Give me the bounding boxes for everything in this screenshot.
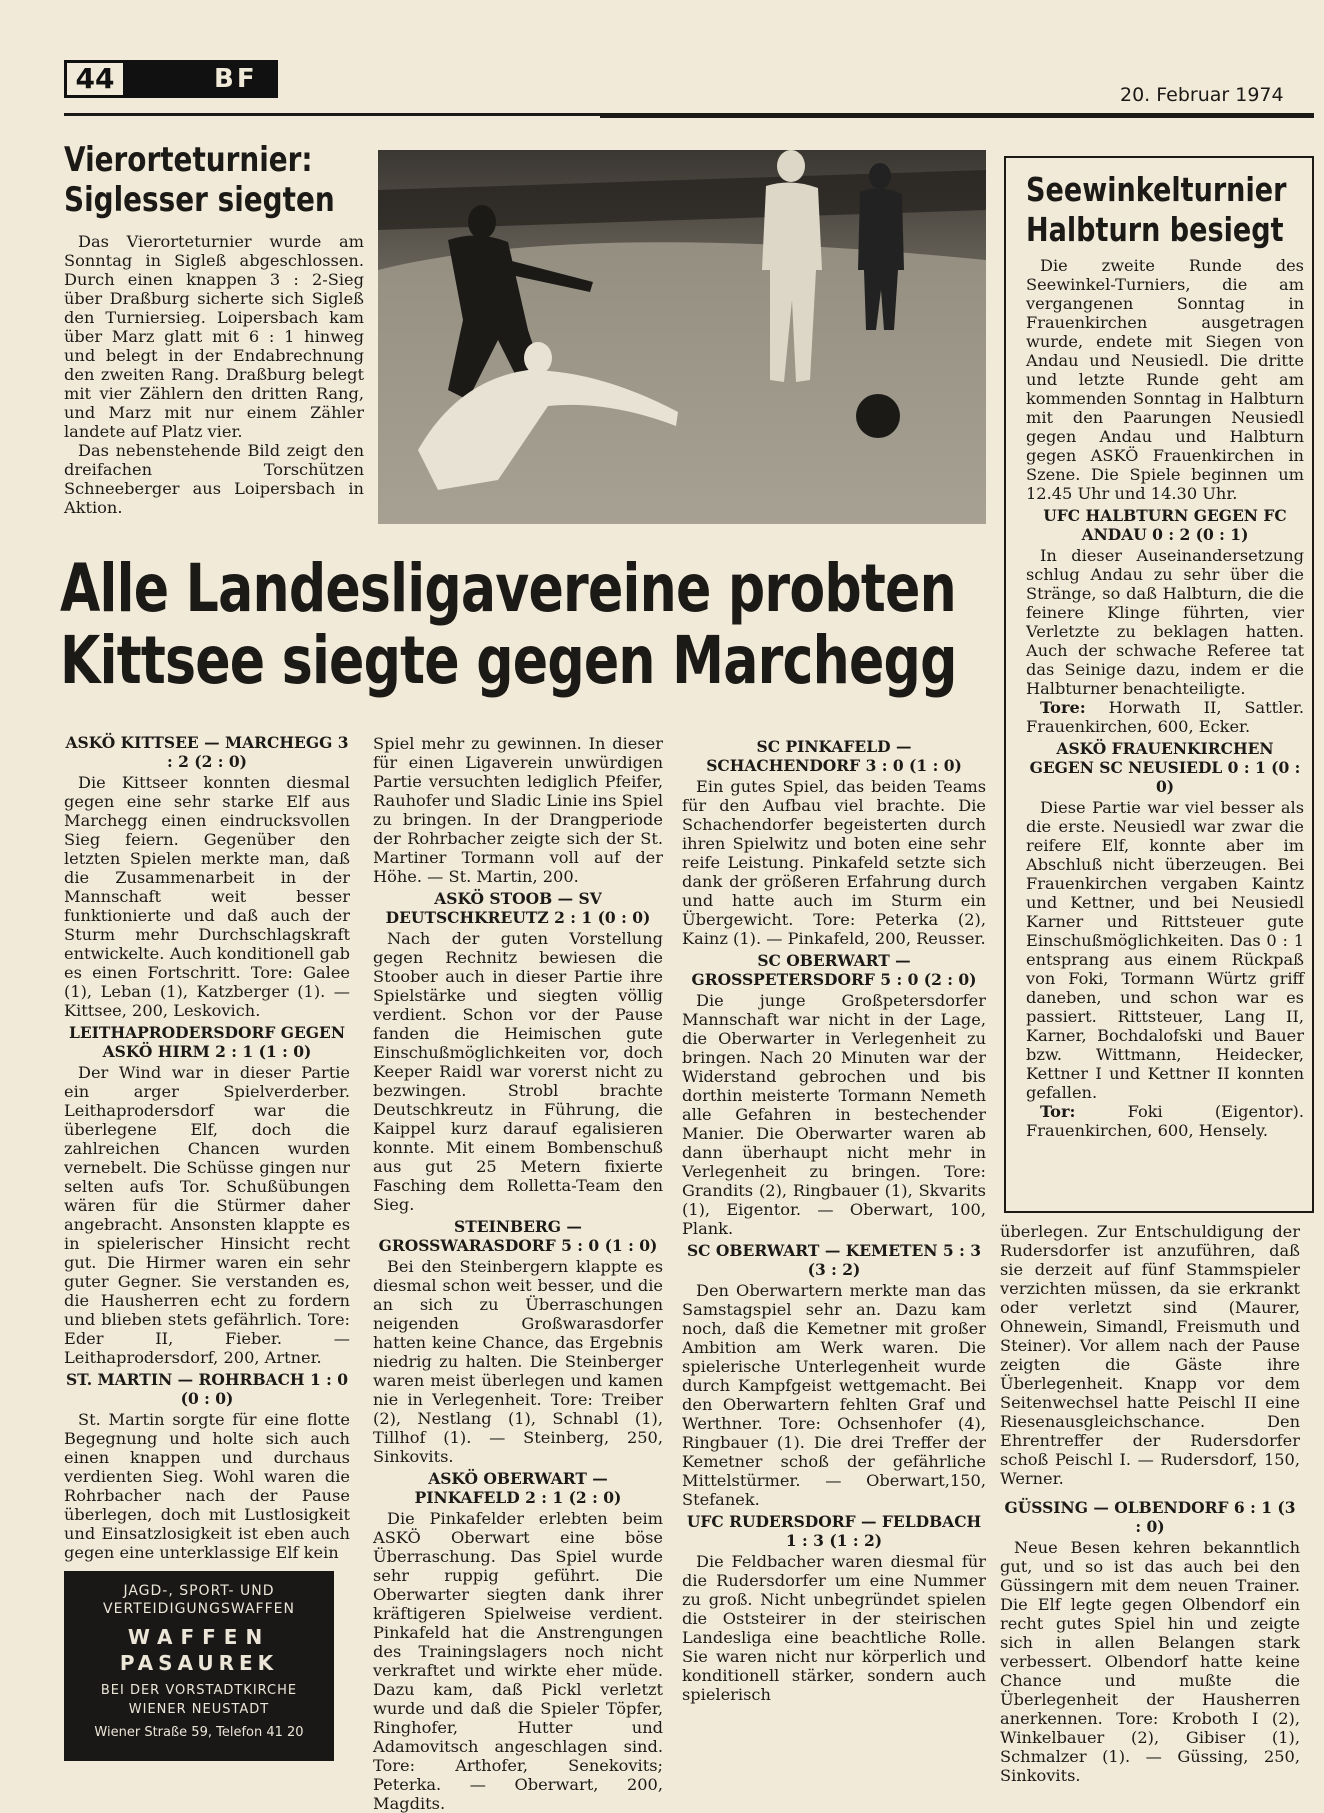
match-title: STEINBERG — GROSSWARASDORF 5 : 0 (1 : 0) <box>378 1217 658 1255</box>
match-report: Der Wind war in dieser Partie ein arger Spielverderber. Leithaprodersdorf war die überlegene Elf, doch die zahlreichen Chancen wurden vernebelt. Die Schüsse gingen nur selten aufs Tor. Schußübungen wären für die Stürmer daher angebracht. Ansonsten klappte es in spielerischer Hinsicht recht gut. Die Hirmer waren ein sehr guter Gegner. Sie verstanden es, die Hausherren echt zu fordern und blieben stets gefährlich. Tore: Eder II, Fieber. — Leithaprodersdorf, 200, Artner. <box>64 1063 350 1367</box>
waffen-pasaurek-ad <box>64 1571 334 1761</box>
match-title: LEITHAPRODERSDORF GEGEN ASKÖ HIRM 2 : 1 (1 : 0) <box>68 1023 346 1061</box>
match-report: Ein gutes Spiel, das beiden Teams für den Aufbau viel brachte. Die Schachendorfer begeisterten durch ihren Spielwitz und boten eine sehr reife Leistung. Pinkafeld setzte sich dank der größeren Erfahrung durch und hatte auch im Sturm ein Übergewicht. Tore: Peterka (2), Kainz (1). — Pinkafeld, 200, Reusser. <box>682 777 986 948</box>
main-headline <box>60 550 1195 699</box>
match-scorers: Foki (Eigentor). Frauenkirchen, 600, Hensely. <box>1026 1102 1304 1140</box>
match-report: Die Pinkafelder erlebten beim ASKÖ Oberwart eine böse Überraschung. Das Spiel wurde sehr ruppig geführt. Die Oberwarter siegten dank ihrer kräftigeren Spielweise verdient. Pinkafeld hat die Anstrengungen des Trainingslagers noch nicht verkraftet und wirkte eher müde. Dazu kam, daß Pickl verletzt wurde und daß die Spieler Töpfer, Ringhofer, Hutter und Adamovitsch angeschlagen sind. Tore: Arthofer, Senekovits; Peterka. — Oberwart, 200, Magdits. <box>373 1509 663 1813</box>
ad-address: Wiener Straße 59, Telefon 41 20 <box>94 1725 304 1740</box>
ad-line: WIENER NEUSTADT <box>128 1702 270 1717</box>
match-report: Nach der guten Vorstellung gegen Rechnitz bewiesen die Stoober auch in dieser Partie ihre Spielstärke und siegten völlig verdient. Schon vor der Pause fanden die Heimischen gute Einschußmöglichkeiten vor, doch Keeper Raidl war vorerst nicht zu bezwingen. Strobl brachte Deutschkreutz in Führung, die Kaippel kurz darauf egalisieren konnte. Mit einem Bombenschuß aus gut 25 Metern fixierte Fasching dem Rolletta-Team den Sieg. <box>373 929 663 1214</box>
match-title: ASKÖ STOOB — SV DEUTSCHKREUTZ 2 : 1 (0 : 0) <box>385 889 651 927</box>
photo-illustration <box>378 150 986 524</box>
page-number: 44 <box>64 60 126 98</box>
main-headline-line-1: Alle Landesligavereine probten <box>60 550 956 627</box>
continued-text: Spiel mehr zu gewinnen. In dieser für einen Ligaverein unwürdigen Partie versuchten lediglich Pfeifer, Rauhofer und Sladic Linie ins Spiel zu bringen. In der Drangperiode der Rohrbacher zeigte sich der St. Martiner Tormann voll auf der Höhe. — St. Martin, 200. <box>373 734 663 886</box>
match-title: ASKÖ FRAUENKIRCHEN GEGEN SC NEUSIEDL 0 : 1 (0 : 0) <box>1029 739 1301 796</box>
issue-date: 20. Februar 1974 <box>1120 84 1284 106</box>
match-title: ST. MARTIN — ROHRBACH 1 : 0 (0 : 0) <box>65 1370 349 1408</box>
ad-brand-line: PASAUREK <box>119 1651 279 1675</box>
page-header-badge <box>64 60 278 98</box>
match-report: Neue Besen kehren bekanntlich gut, und so ist das auch bei den Güssingern mit dem neuen Trainer. Die Elf legte gegen Olbendorf ein recht gutes Spiel hin und zeigte sich in allen Belangen stark verbessert. Olbendorf hatte keine Chance und mußte die Überlegenheit der Hausherren anerkennen. Tore: Kroboth I (2), Winkelbauer (2), Gibiser (1), Schmalzer (1). — Güssing, 250, Sinkovits. <box>1000 1538 1300 1785</box>
match-title: SC OBERWART — GROSSPETERSDORF 5 : 0 (2 : 0) <box>691 951 977 989</box>
continued-text: überlegen. Zur Entschuldigung der Rudersdorfer ist anzuführen, daß sie derzeit auf fünf Stammspieler verzichten müssen, da sie erkrankt oder verletzt sind (Maurer, Ohnewein, Simandl, Freismuth und Steiner). Vor allem nach der Pause zeigten die Gäste ihre Überlegenheit. Knapp vor dem Seitenwechsel hatte Peischl II eine Riesenausgleichschance. Den Ehrentreffer der Rudersdorfer schoß Peischl I. — Rudersdorf, 150, Werner. <box>1000 1222 1300 1488</box>
column-3 <box>682 734 986 1704</box>
section-label: BF <box>214 64 258 94</box>
header-rule-2 <box>600 116 1314 118</box>
match-report: Die junge Großpetersdorfer Mannschaft war nicht in der Lage, die Oberwarter in Verlegenheit zu bringen. Nach 20 Minuten war der Widerstand gebrochen und bis dorthin meisterte Tormann Nemeth alle Gefahren in bestechender Manier. Die Oberwarter waren ab dann überhaupt nicht mehr in Verlegenheit zu bringen. Tore: Grandits (2), Ringbauer (1), Skvarits (1), Eigentor. — Oberwart, 100, Plank. <box>682 991 986 1238</box>
left-story-headline-1: Vierorteturnier: <box>64 140 313 180</box>
left-story <box>64 140 364 517</box>
match-scorers: Horwath II, Sattler. Frauenkirchen, 600, Ecker. <box>1026 698 1304 736</box>
match-report: In dieser Auseinandersetzung schlug Andau zu sehr über die Stränge, so daß Halbturn, die die feinere Klinge führten, vier Verletzte zu beklagen hatten. Auch der schwache Referee tat das Seinige dazu, indem er die Halbturner benachteiligte. <box>1026 546 1304 698</box>
left-story-paragraph: Das Vierorteturnier wurde am Sonntag in Sigleß abgeschlossen. Durch einen knappen 3 : 2-Sieg über Draßburg sicherte sich Sigleß den Turniersieg. Loipersbach kam über Marz glatt mit 6 : 1 hinweg und belegt in der Endabrechnung den zweiten Rang. Draßburg belegt mit vier Zählern den dritten Rang, und Marz mit nur einem Zähler landete auf Platz vier. <box>64 232 364 441</box>
ad-line: VERTEIDIGUNGSWAFFEN <box>103 1601 295 1617</box>
left-story-headline-2: Siglesser siegten <box>64 180 335 220</box>
match-title: UFC HALBTURN GEGEN FC ANDAU 0 : 2 (0 : 1) <box>1043 506 1287 544</box>
left-story-body <box>64 232 364 517</box>
football-action-photo <box>378 150 986 524</box>
ad-brand-line: WAFFEN <box>127 1625 271 1649</box>
ad-line: JAGD-, SPORT- UND <box>123 1583 275 1599</box>
match-title: ASKÖ OBERWART — PINKAFELD 2 : 1 (2 : 0) <box>414 1469 622 1507</box>
seewinkel-body <box>1026 256 1304 1140</box>
match-title: GÜSSING — OLBENDORF 6 : 1 (3 : 0) <box>1004 1498 1296 1536</box>
match-report: Bei den Steinbergern klappte es diesmal schon weit besser, und die an sich zu Überraschungen neigenden Großwarasdorfer hatten keine Chance, das Ergebnis niedrig zu halten. Die Steinberger waren meist überlegen und kamen nie in Verlegenheit. Tore: Treiber (2), Nestlang (1), Schnabl (1), Tillhof (1). — Steinberg, 250, Sinkovits. <box>373 1257 663 1466</box>
match-report: Den Oberwartern merkte man das Samstagspiel sehr an. Dazu kam noch, daß die Kemetner mit großer Ambition am Werk waren. Die spielerische Unterlegenheit wurde durch Kampfgeist wettgemacht. Bei den Oberwartern fehlten Graf und Werthner. Tore: Ochsenhofer (4), Ringbauer (1). Die drei Treffer der Kemetner schoß der gefährliche Mittelstürmer. — Oberwart,150, Stefanek. <box>682 1281 986 1509</box>
tore-label: Tor: <box>1040 1102 1076 1121</box>
match-title: ASKÖ KITTSEE — MARCHEGG 3 : 2 (2 : 0) <box>65 733 349 771</box>
tore-label: Tore: <box>1040 698 1086 717</box>
seewinkel-headline-1: Seewinkelturnier <box>1026 170 1287 209</box>
seewinkel-intro: Die zweite Runde des Seewinkel-Turniers, die am vergangenen Sonntag in Frauenkirchen ausgetragen wurde, endete mit Siegen von Andau und Neusiedl. Die dritte und letzte Runde geht am kommenden Sonntag in Halbturn mit den Paarungen Neusiedl gegen Andau und Halbturn gegen ASKÖ Frauenkirchen in Szene. Die Spiele beginnen um 12.45 Uhr und 14.30 Uhr. <box>1026 256 1304 503</box>
match-report: Die Feldbacher waren diesmal für die Rudersdorfer um eine Nummer zu groß. Nicht unbegründet spielen die Oststeirer in der steirischen Landesliga eine beachtliche Rolle. Sie waren nicht nur körperlich und konditionell stärker, sondern auch spielerisch <box>682 1552 986 1704</box>
match-title: SC PINKAFELD — SCHACHENDORF 3 : 0 (1 : 0) <box>706 737 962 775</box>
match-report: St. Martin sorgte für eine flotte Begegnung und holte sich auch einen knappen und durchaus verdienten Sieg. Wohl waren die Rohrbacher nach der Pause überlegen, doch mit Lustlosigkeit und Einsatzlosigkeit ist eben auch gegen eine unterklassige Elf kein <box>64 1410 350 1562</box>
main-headline-line-2: Kittsee siegte gegen Marchegg <box>60 622 957 699</box>
column-1 <box>64 730 350 1562</box>
left-story-paragraph: Das nebenstehende Bild zeigt den dreifachen Torschützen Schneeberger aus Loipersbach in Aktion. <box>64 441 364 517</box>
match-report: Diese Partie war viel besser als die erste. Neusiedl war zwar die reifere Elf, konnte aber im Abschluß nicht überzeugen. Bei Frauenkirchen vergaben Kaintz und Kettner, und bei Neusiedl Karner und Rittsteuer gute Einschußmöglichkeiten. Das 0 : 1 entsprang aus einem Rückpaß von Foki, Tormann Würtz griff daneben, und schon war es passiert. Rittsteuer, Lang II, Karner, Bochdalofski und Bauer bzw. Wittmann, Heidecker, Kettner I und Kettner II konnten gefallen. <box>1026 798 1304 1102</box>
ad-line: BEI DER VORSTADTKIRCHE <box>100 1683 298 1698</box>
seewinkel-headline-2: Halbturn besiegt <box>1026 210 1284 249</box>
match-title: SC OBERWART — KEMETEN 5 : 3 (3 : 2) <box>686 1241 981 1279</box>
match-report: Die Kittseer konnten diesmal gegen eine sehr starke Elf aus Marchegg einen eindrucksvollen Sieg feiern. Gegenüber den letzten Spielen merkte man, daß die Zusammenarbeit in der Mannschaft weit besser funktionierte und daß auch der Sturm mehr Durchschlagskraft entwickelte. Auch konditionell gab es einen Fortschritt. Tore: Galee (1), Leban (1), Katzberger (1). — Kittsee, 200, Leskovich. <box>64 773 350 1020</box>
match-title: UFC RUDERSDORF — FELDBACH 1 : 3 (1 : 2) <box>686 1512 982 1550</box>
column-4 <box>1000 1222 1300 1785</box>
column-2 <box>373 734 663 1813</box>
